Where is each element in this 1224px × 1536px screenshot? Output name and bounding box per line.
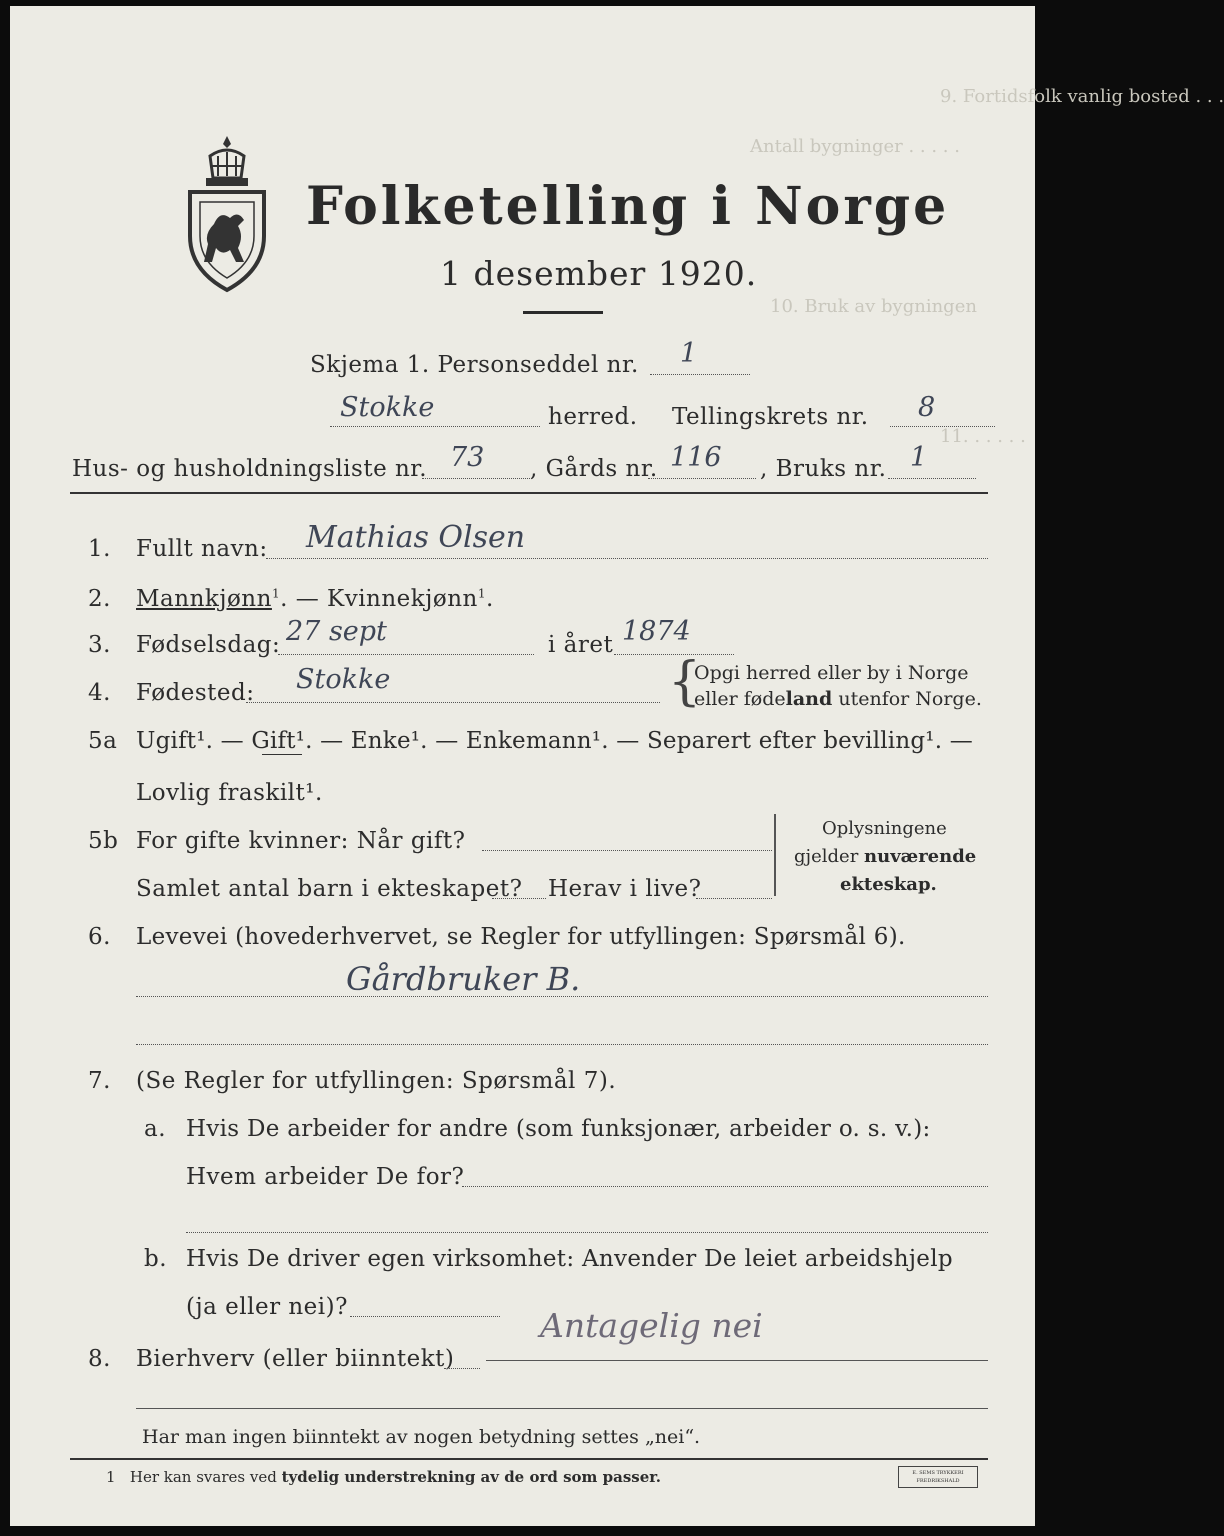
employer-field-line-2 [186,1232,988,1233]
employer-field-line [462,1186,988,1187]
q5b-alive-label: Herav i live? [548,876,702,902]
married-date-field-line [482,850,772,851]
gards-nr-value[interactable]: 116 [670,442,722,473]
bleed-through-text: Antall bygninger . . . . . [750,136,960,157]
gards-field-line [648,478,756,479]
q2-gender-options [136,586,494,612]
q8-number: 8. [88,1346,111,1372]
gender-male-option[interactable]: Mannkjønn [136,586,272,612]
gift-underline [262,754,302,755]
q7a-line1: Hvis De arbeider for andre (som funksjonær, arbeider o. s. v.): [186,1116,931,1142]
marital-status-divorced[interactable]: Lovlig fraskilt¹. [136,780,323,806]
q7b-letter: b. [144,1246,168,1272]
q8-label: Bierhverv (eller biinntekt) [136,1346,455,1372]
header-divider [70,492,988,494]
q8-field-dots [444,1368,480,1369]
birthday-value[interactable]: 27 sept [286,616,387,647]
census-form [10,6,1224,1526]
q3-field-line [278,654,534,655]
bruks-field-line [888,478,976,479]
bruks-nr-value[interactable]: 1 [910,442,928,473]
q7-number: 7. [88,1068,111,1094]
q1-field-line [266,558,988,559]
q6-field-line-2 [136,1044,988,1045]
birth-year-value[interactable]: 1874 [622,616,691,647]
bleed-through-text: 9. Fortidsfolk vanlig bosted . . . [940,86,1224,107]
footnote-mark: 1 [271,586,281,601]
alive-field-line [696,898,772,899]
q5b-note-line2: gjelder nuværende [794,846,977,867]
q5b-note-line1: Oplysningene [822,818,947,839]
hired-help-field-line [350,1316,500,1317]
note-brace: { [668,652,702,712]
q4-label: Fødested: [136,680,255,706]
note-bracket [774,814,778,896]
printer-stamp: E. SEMS TRYKKERI FREDRIKSHALD [898,1466,978,1488]
q7-label: (Se Regler for utfyllingen: Spørsmål 7). [136,1068,617,1094]
year-label: i året [548,632,614,658]
q4-note-line1: Opgi herred eller by i Norge [694,662,969,684]
gender-separator: . — [280,586,328,612]
bruks-label: , Bruks nr. [760,456,887,482]
hus-label: Hus- og husholdningsliste nr. [72,456,428,482]
q6-number: 6. [88,924,111,950]
birthplace-value[interactable]: Stokke [296,664,391,695]
q6-field-line-1 [136,996,988,997]
tellingskrets-value[interactable]: 8 [918,392,936,423]
q7b-line1: Hvis De driver egen virksomhet: Anvender De leiet arbeidshjelp [186,1246,953,1272]
q3-number: 3. [88,632,111,658]
q4-field-line [246,702,660,703]
marital-status-options[interactable]: Ugift¹. — Gift¹. — Enke¹. — Enkemann¹. — Separert efter bevilling¹. — [136,728,973,754]
side-income-value[interactable]: Antagelig nei [540,1306,763,1345]
footer-divider [70,1458,988,1460]
q7a-letter: a. [144,1116,167,1142]
tellingskrets-label: Tellingskrets nr. [672,404,869,430]
herred-label: herred. [548,404,638,430]
gender-female-option[interactable]: Kvinnekjønn [327,586,478,612]
footer-note: Har man ingen biinntekt av nogen betydning settes „nei“. [142,1426,701,1448]
census-date: 1 desember 1920. [440,254,758,293]
bleed-through-text: 10. Bruk av bygningen [770,296,977,317]
q6-label: Levevei (hovederhvervet, se Regler for utfyllingen: Spørsmål 6). [136,924,906,950]
q7a-line2: Hvem arbeider De for? [186,1164,465,1190]
q5a-number: 5a [88,728,118,754]
coat-of-arms-icon [182,134,272,294]
personseddel-field-line [650,374,750,375]
footnote: 1 Her kan svares ved tydelig understrekning av de ord som passer. [106,1468,662,1486]
page-title: Folketelling i Norge [306,176,950,237]
title-divider [523,311,603,314]
hus-field-line [422,478,530,479]
skjema-label: Skjema 1. Personseddel nr. [310,352,639,378]
hus-liste-value[interactable]: 73 [450,442,485,473]
bleed-through-text: 11. . . . . . [940,426,1026,447]
gender-end: . [485,586,494,612]
personseddel-nr-value[interactable]: 1 [680,338,698,369]
q5b-children-label: Samlet antal barn i ekteskapet? [136,876,523,902]
q2-number: 2. [88,586,111,612]
q7b-line2: (ja eller nei)? [186,1294,348,1320]
occupation-value[interactable]: Gårdbruker B. [346,960,581,998]
full-name-value[interactable]: Mathias Olsen [306,520,526,555]
q3-label: Fødselsdag: [136,632,281,658]
q1-number: 1. [88,536,111,562]
gards-label: , Gårds nr. [530,456,658,482]
q5b-line1: For gifte kvinner: Når gift? [136,828,466,854]
q1-label: Fullt navn: [136,536,268,562]
q8-field-line [486,1360,988,1361]
herred-value[interactable]: Stokke [340,392,435,423]
q4-number: 4. [88,680,111,706]
q5b-number: 5b [88,828,119,854]
footnote-mark: 1 [477,586,486,601]
herred-field-line [330,426,540,427]
children-field-line [492,898,546,899]
tellingskrets-field-line [890,426,995,427]
q5b-note-line3: ekteskap. [840,874,937,895]
q4-note-line2: eller fødeland utenfor Norge. [694,688,982,710]
q8-field-line-2 [136,1408,988,1409]
